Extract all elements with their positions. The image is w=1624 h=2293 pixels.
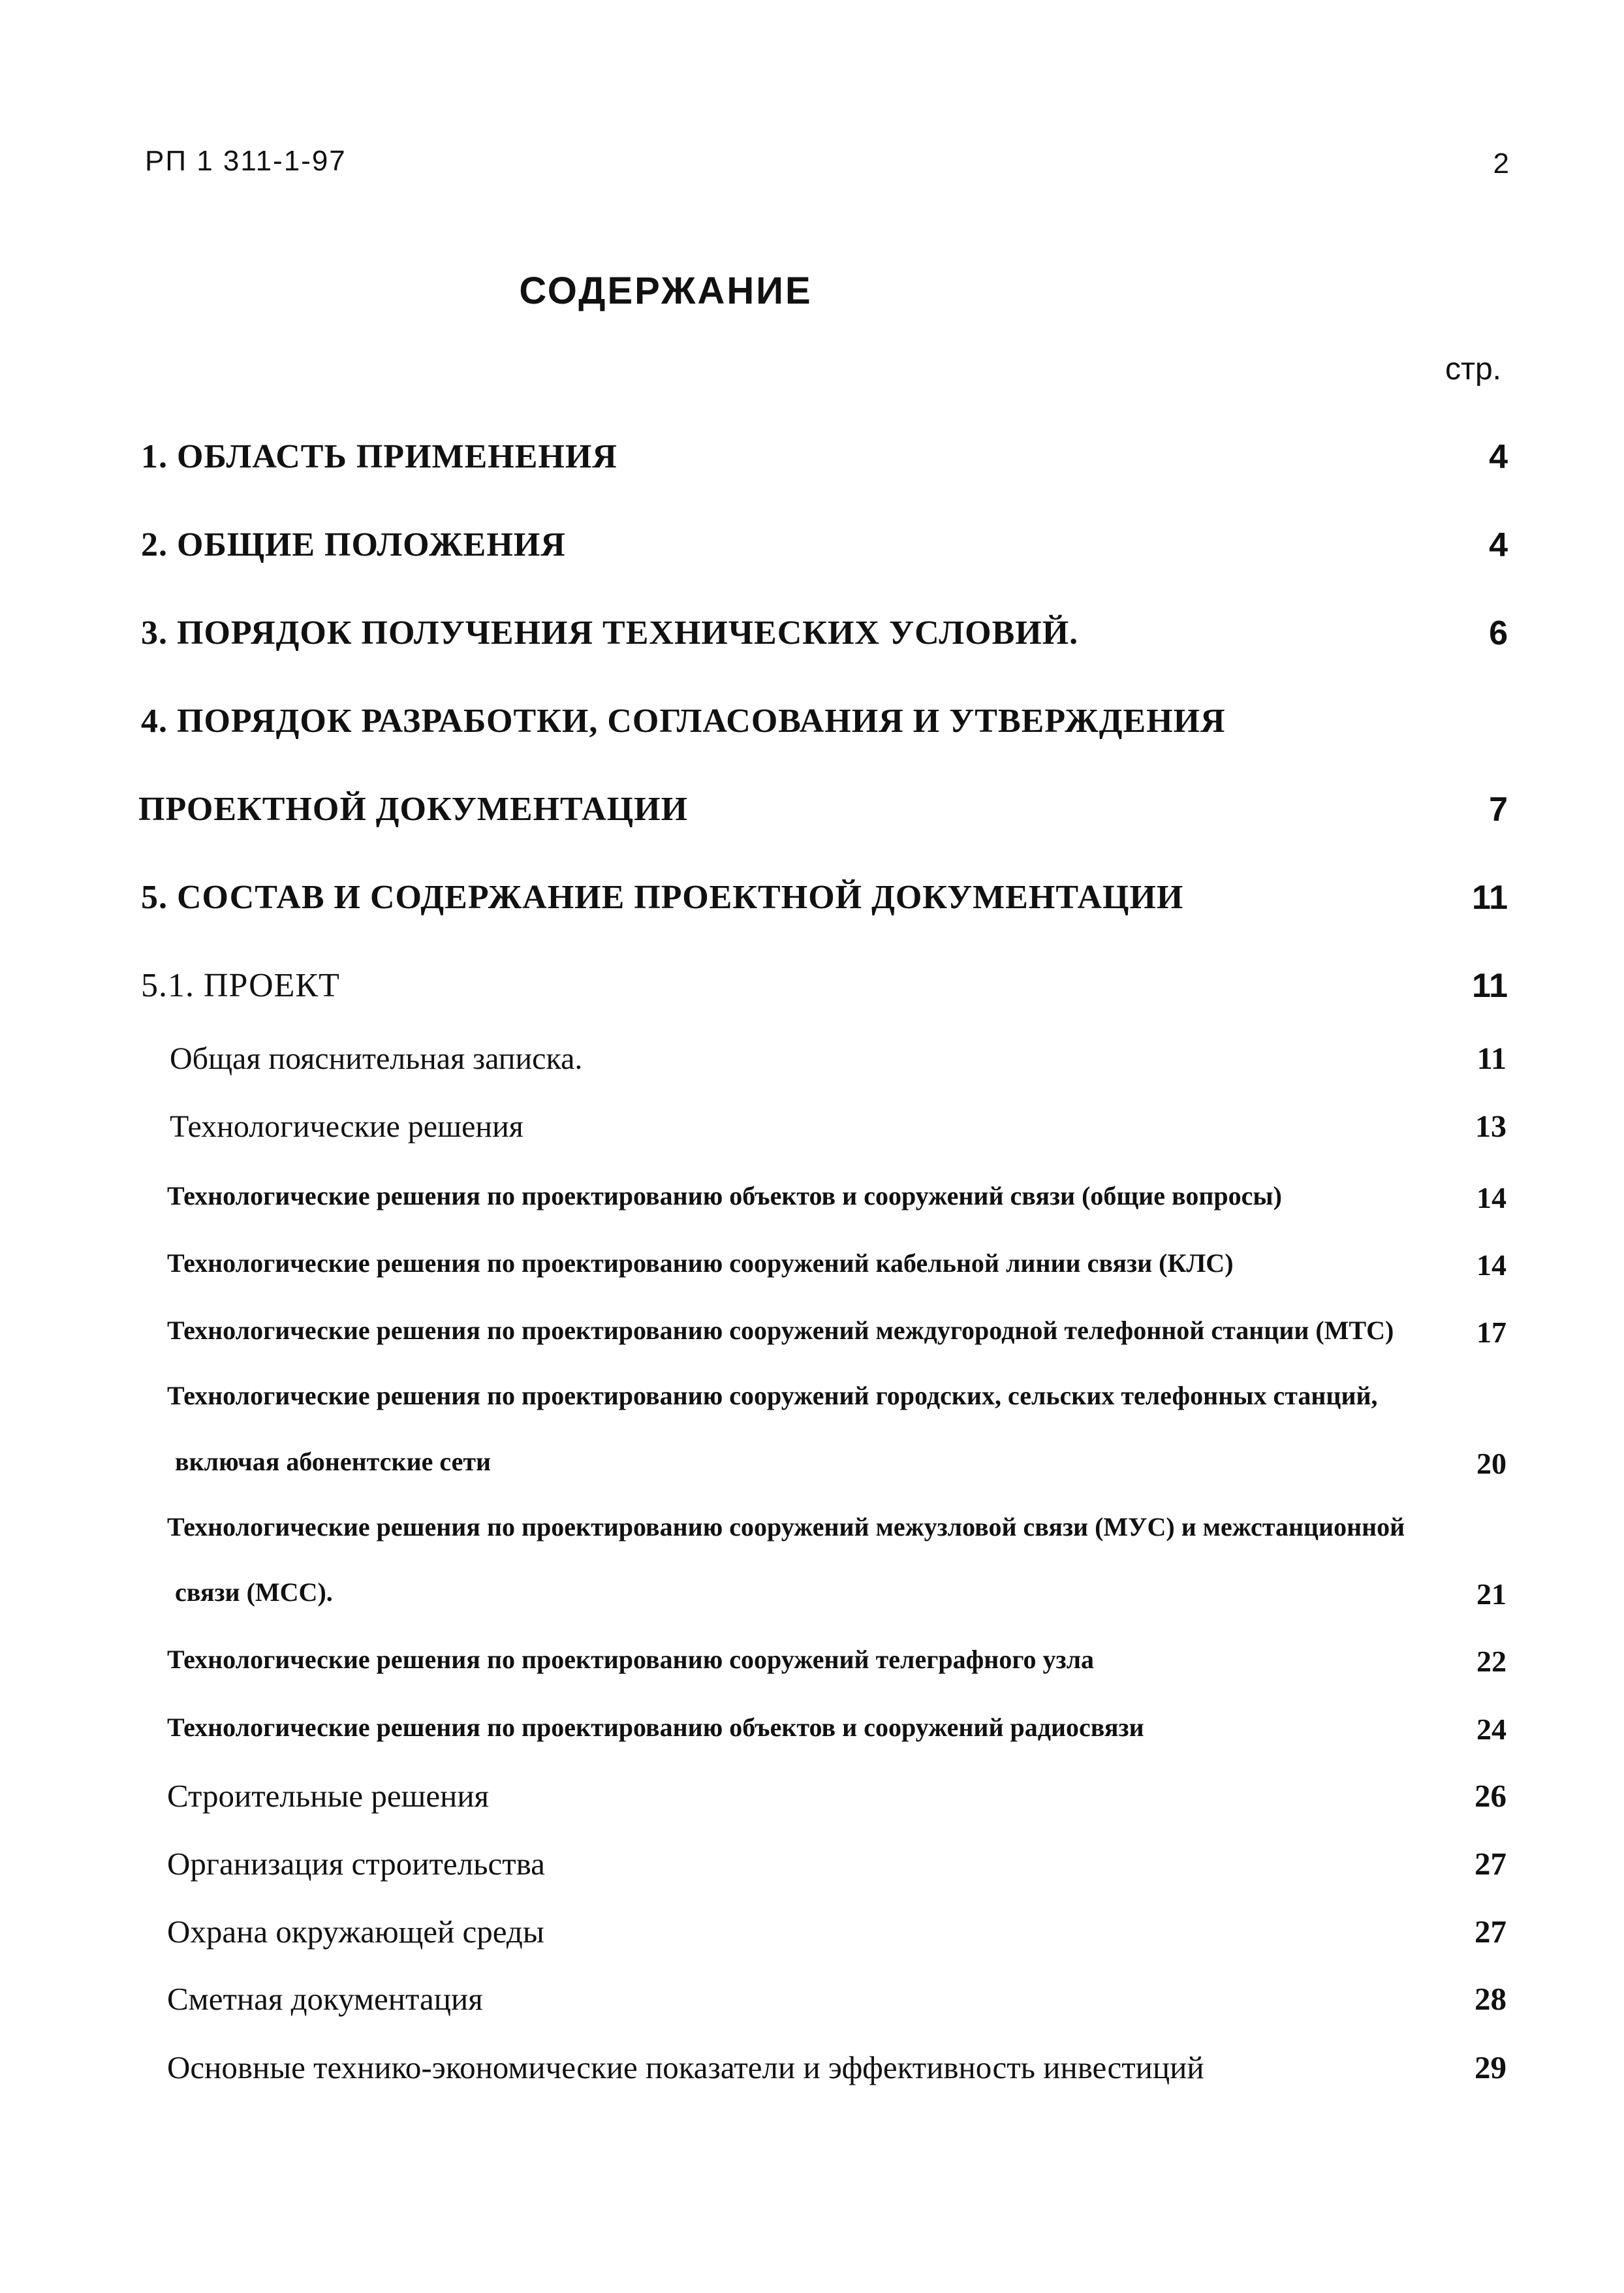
toc-entry-page: 6 — [1489, 614, 1508, 652]
toc-entry-title: 1. ОБЛАСТЬ ПРИМЕНЕНИЯ — [141, 438, 617, 475]
page-column-label: стр. — [1444, 352, 1501, 387]
toc-entry — [0, 1248, 1624, 1300]
toc-entry — [0, 1380, 1624, 1432]
toc-entry-title: Технологические решения по проектированию сооружений телеграфного узла — [167, 1645, 1095, 1674]
page-number: 2 — [1493, 148, 1509, 180]
toc-entry-title: связи (МСС). — [175, 1577, 333, 1607]
toc-entry-page: 4 — [1489, 438, 1508, 476]
toc-entry-title: Строительные решения — [167, 1778, 490, 1814]
toc-entry — [0, 1577, 1624, 1629]
toc-entry-page: 14 — [1476, 1181, 1507, 1214]
toc-entry — [0, 526, 1624, 578]
toc-entry-title: ПРОЕКТНОЙ ДОКУМЕНТАЦИИ — [138, 791, 689, 828]
toc-entry — [0, 614, 1624, 666]
toc-entry-page: 4 — [1489, 526, 1508, 564]
toc-entry-page: 11 — [1472, 879, 1508, 917]
toc-entry — [0, 1315, 1624, 1367]
toc-entry-page: 17 — [1476, 1316, 1507, 1349]
toc-entry — [0, 1511, 1624, 1564]
toc-entry-title: Технологические решения по проектированию сооружений кабельной линии связи (КЛС) — [167, 1248, 1234, 1278]
toc-entry — [0, 1712, 1624, 1764]
toc-entry — [0, 878, 1624, 930]
toc-entry-title: Технологические решения по проектированию сооружений межузловой связи (МУС) и межстанционной — [167, 1512, 1405, 1542]
toc-entry-title: Сметная документация — [167, 1981, 483, 2017]
toc-entry-page: 20 — [1476, 1447, 1507, 1480]
toc-entry-title: Технологические решения по проектированию сооружений междугородной телефонной станции (МТС) — [167, 1316, 1394, 1345]
toc-entry-page: 27 — [1475, 1914, 1507, 1950]
toc-entry-title: 4. ПОРЯДОК РАЗРАБОТКИ, СОГЛАСОВАНИЯ И УТВЕРЖДЕНИЯ — [141, 703, 1226, 740]
toc-entry — [0, 1446, 1624, 1498]
toc-entry — [0, 702, 1624, 754]
toc-entry — [0, 1109, 1624, 1161]
toc-entry-page: 21 — [1476, 1577, 1507, 1611]
toc-entry-page: 28 — [1475, 1981, 1507, 2017]
toc-entry-title: Организация строительства — [167, 1846, 545, 1882]
toc-entry-title: 2. ОБЩИЕ ПОЛОЖЕНИЯ — [141, 526, 566, 563]
toc-entry-page: 24 — [1476, 1713, 1507, 1746]
toc-entry-page: 27 — [1475, 1846, 1507, 1882]
toc-entry-title: Основные технико-экономические показатели и эффективность инвестиций — [167, 2049, 1204, 2085]
toc-entry — [0, 1777, 1624, 1829]
page-title: СОДЕРЖАНИЕ — [519, 270, 813, 312]
toc-entry — [0, 2049, 1624, 2101]
toc-entry-title: Общая пояснительная записка. — [170, 1041, 583, 1076]
toc-entry-title: 5. СОСТАВ И СОДЕРЖАНИЕ ПРОЕКТНОЙ ДОКУМЕНТАЦИИ — [141, 879, 1184, 916]
toc-entry — [0, 1980, 1624, 2032]
toc-entry — [0, 966, 1624, 1019]
toc-entry-page: 11 — [1476, 1041, 1507, 1076]
toc-entry-page: 13 — [1475, 1109, 1507, 1144]
toc-entry-title: 5.1. ПРОЕКТ — [141, 967, 340, 1004]
toc-entry — [0, 1644, 1624, 1696]
toc-entry — [0, 790, 1624, 842]
toc-entry — [0, 437, 1624, 490]
toc-entry-page: 29 — [1475, 2049, 1507, 2085]
toc-entry-title: Технологические решения по проектированию сооружений городских, сельских телефонных станций, — [167, 1381, 1378, 1410]
toc-entry — [0, 1180, 1624, 1233]
toc-entry-title: Технологические решения по проектированию объектов и сооружений связи (общие вопросы) — [167, 1181, 1282, 1210]
toc-entry-title: 3. ПОРЯДОК ПОЛУЧЕНИЯ ТЕХНИЧЕСКИХ УСЛОВИЙ. — [141, 614, 1079, 652]
toc-entry-page: 11 — [1472, 967, 1508, 1005]
document-code: РП 1 311-1-97 — [145, 145, 347, 177]
toc-entry-title: включая абонентские сети — [175, 1447, 492, 1476]
toc-entry-title: Охрана окружающей среды — [167, 1914, 544, 1950]
toc-entry — [0, 1913, 1624, 1965]
toc-entry — [0, 1041, 1624, 1093]
toc-entry-title: Технологические решения — [170, 1109, 523, 1144]
toc-entry — [0, 1845, 1624, 1897]
toc-entry-page: 7 — [1489, 791, 1508, 829]
toc-entry-page: 22 — [1476, 1645, 1507, 1678]
toc-entry-page: 14 — [1476, 1248, 1507, 1282]
toc-entry-title: Технологические решения по проектированию объектов и сооружений радиосвязи — [167, 1713, 1144, 1742]
toc-entry-page: 26 — [1475, 1778, 1507, 1814]
